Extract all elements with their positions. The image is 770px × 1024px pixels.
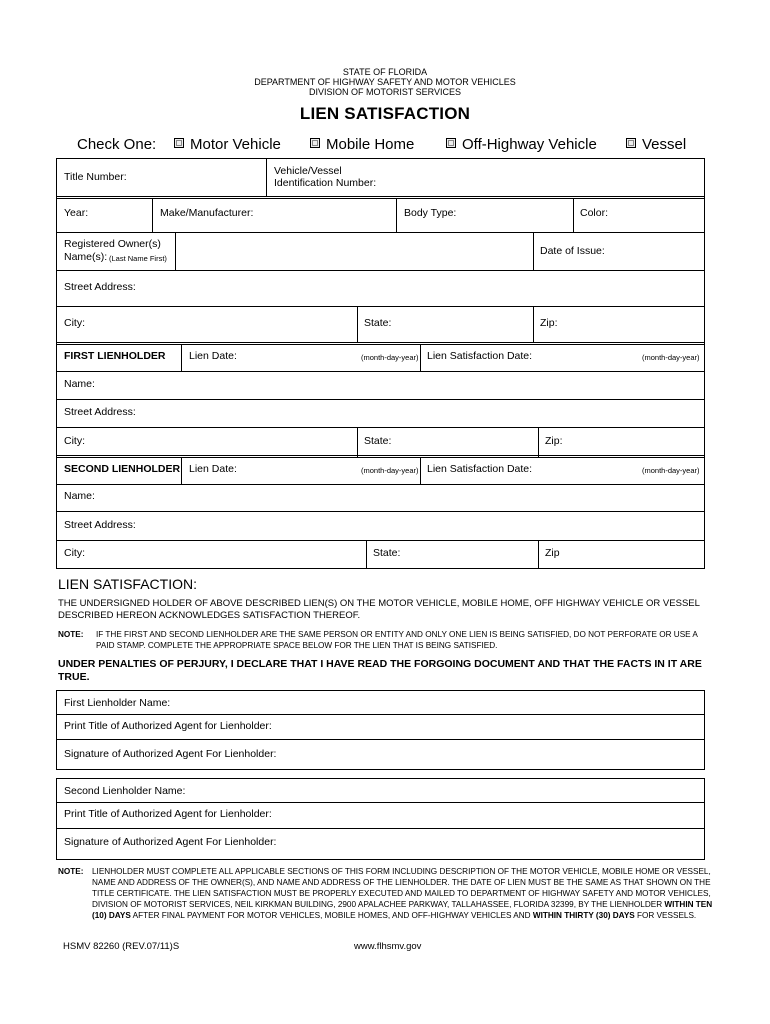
owner-state-label: State:	[364, 317, 392, 329]
form-number: HSMV 82260 (REV.07/11)S	[63, 941, 180, 952]
first-lien-satisfaction-date-format: (month-day-year)	[642, 353, 700, 362]
perjury-declaration: UNDER PENALTIES OF PERJURY, I DECLARE THAT I HAVE READ THE FORGOING DOCUMENT AND THAT THE FACTS IN IT ARE TRUE.	[58, 658, 702, 683]
mobile-home-checkbox[interactable]	[310, 138, 320, 148]
footer-note-text-c: FOR VESSELS.	[634, 911, 697, 920]
note-text: IF THE FIRST AND SECOND LIENHOLDER ARE THE SAME PERSON OR ENTITY AND ONLY ONE LIEN IS BEING SATISFIED, DO NOT PERFORATE OR USE A PAID STAMP. COMPLETE THE APPROPRIATE SPACE BELOW FOR THE LIEN THAT IS BEING SATISFIED.	[96, 630, 698, 650]
last-name-first-hint: (Last Name First)	[109, 254, 167, 263]
footer-instructions	[58, 866, 714, 921]
second-lienholder-city-label: City:	[64, 547, 85, 559]
first-lienholder-name-field-label: First Lienholder Name:	[64, 697, 171, 709]
motor-vehicle-checkbox[interactable]	[174, 138, 184, 148]
first-lienholder-zip-label: Zip:	[545, 435, 563, 447]
second-lienholder-street-label: Street Address:	[64, 519, 136, 531]
check-one-label: Check One:	[77, 136, 157, 153]
vehicle-type-selector	[0, 136, 770, 154]
first-lienholder-heading: FIRST LIENHOLDER	[64, 350, 166, 362]
first-lienholder-state-label: State:	[364, 435, 392, 447]
color-label: Color:	[580, 207, 609, 219]
first-lien-date-label: Lien Date:	[189, 350, 237, 362]
note-label: NOTE:	[58, 630, 84, 639]
vin-label-line1: Vehicle/Vessel	[274, 165, 342, 177]
second-lien-date-label: Lien Date:	[189, 463, 237, 475]
first-lienholder-street-label: Street Address:	[64, 406, 136, 418]
second-lien-satisfaction-date-format: (month-day-year)	[642, 466, 700, 475]
body-type-label: Body Type:	[404, 207, 457, 219]
vessel-label: Vessel	[642, 136, 687, 153]
mobile-home-label: Mobile Home	[326, 136, 415, 153]
lien-satisfaction-heading: LIEN SATISFACTION:	[58, 576, 197, 592]
same-lienholder-note	[58, 629, 708, 651]
off-highway-vehicle-label: Off-Highway Vehicle	[462, 136, 597, 153]
date-of-issue-label: Date of Issue:	[540, 245, 605, 257]
website-link[interactable]: www.flhsmv.gov	[354, 941, 422, 952]
make-label: Make/Manufacturer:	[160, 207, 254, 219]
second-agent-title-label: Print Title of Authorized Agent for Lienholder:	[64, 808, 272, 820]
second-lienholder-heading: SECOND LIENHOLDER	[64, 463, 181, 475]
footer-note-text-b: AFTER FINAL PAYMENT FOR MOTOR VEHICLES, MOBILE HOMES, AND OFF-HIGHWAY VEHICLES AND	[130, 911, 533, 920]
owner-zip-label: Zip:	[540, 317, 558, 329]
footer-note-label: NOTE:	[58, 867, 84, 876]
off-highway-vehicle-checkbox[interactable]	[446, 138, 456, 148]
first-lienholder-city-label: City:	[64, 435, 85, 447]
second-lien-date-format: (month-day-year)	[361, 466, 419, 475]
second-lien-satisfaction-date-label: Lien Satisfaction Date:	[427, 463, 533, 475]
footer-note-text-a: LIENHOLDER MUST COMPLETE ALL APPLICABLE SECTIONS OF THIS FORM INCLUDING DESCRIPTION OF THE MOTOR VEHICLE, MOBILE HOME OR VESSEL, NAME AND ADDRESS OF THE OWNER(S), AND NAME AND ADDRESS OF THE LIENHOLDER. THE DATE OF LIEN MUST BE THE SAME AS THAT SHOWN ON THE TITLE CERTIFICATE. THE LIEN SATISFACTION MUST BE PROPERLY EXECUTED AND MAILED TO DEPARTMENT OF HIGHWAY SAFETY AND MOTOR VEHICLES, DIVISION OF MOTORIST SERVICES, NEIL KIRKMAN BUILDING, 2900 APALACHEE PARKWAY, TALLAHASSEE, FLORIDA 32399, BY THE LIENHOLDER	[92, 867, 711, 909]
first-agent-title-label: Print Title of Authorized Agent for Lienholder:	[64, 720, 272, 732]
second-lienholder-name-field-label: Second Lienholder Name:	[64, 785, 186, 797]
year-label: Year:	[64, 207, 89, 219]
first-agent-signature-label: Signature of Authorized Agent For Lienholder:	[64, 748, 277, 760]
first-lien-date-format: (month-day-year)	[361, 353, 419, 362]
second-lienholder-state-label: State:	[373, 547, 401, 559]
second-lienholder-zip-label: Zip	[545, 547, 560, 559]
first-lien-satisfaction-date-label: Lien Satisfaction Date:	[427, 350, 533, 362]
footer-note-ten-days: WITHIN TEN (10) DAYS	[92, 900, 713, 920]
motor-vehicle-label: Motor Vehicle	[190, 136, 281, 153]
vessel-checkbox[interactable]	[626, 138, 636, 148]
owner-street-label: Street Address:	[64, 281, 136, 293]
second-agent-signature-label: Signature of Authorized Agent For Lienholder:	[64, 836, 277, 848]
agency-state: STATE OF FLORIDA	[342, 67, 428, 77]
registered-owner-names-label: Name(s):	[64, 251, 108, 263]
first-lienholder-name-label: Name:	[64, 378, 95, 390]
title-number-label: Title Number:	[64, 171, 127, 183]
owner-city-label: City:	[64, 317, 85, 329]
acknowledgement-text: THE UNDERSIGNED HOLDER OF ABOVE DESCRIBED LIEN(S) ON THE MOTOR VEHICLE, MOBILE HOME, OFF HIGHWAY VEHICLE OR VESSEL DESCRIBED HEREON ACKNOWLEDGES SATISFACTION THEREOF.	[58, 598, 700, 621]
form-title: LIEN SATISFACTION	[299, 104, 471, 123]
agency-department: DEPARTMENT OF HIGHWAY SAFETY AND MOTOR VEHICLES	[254, 77, 516, 87]
vin-label-line2: Identification Number:	[274, 177, 377, 189]
footer-note-thirty-days: WITHIN THIRTY (30) DAYS	[532, 911, 635, 920]
second-lienholder-name-label: Name:	[64, 490, 95, 502]
agency-division: DIVISION OF MOTORIST SERVICES	[308, 87, 462, 97]
registered-owner-label: Registered Owner(s)	[64, 238, 161, 250]
